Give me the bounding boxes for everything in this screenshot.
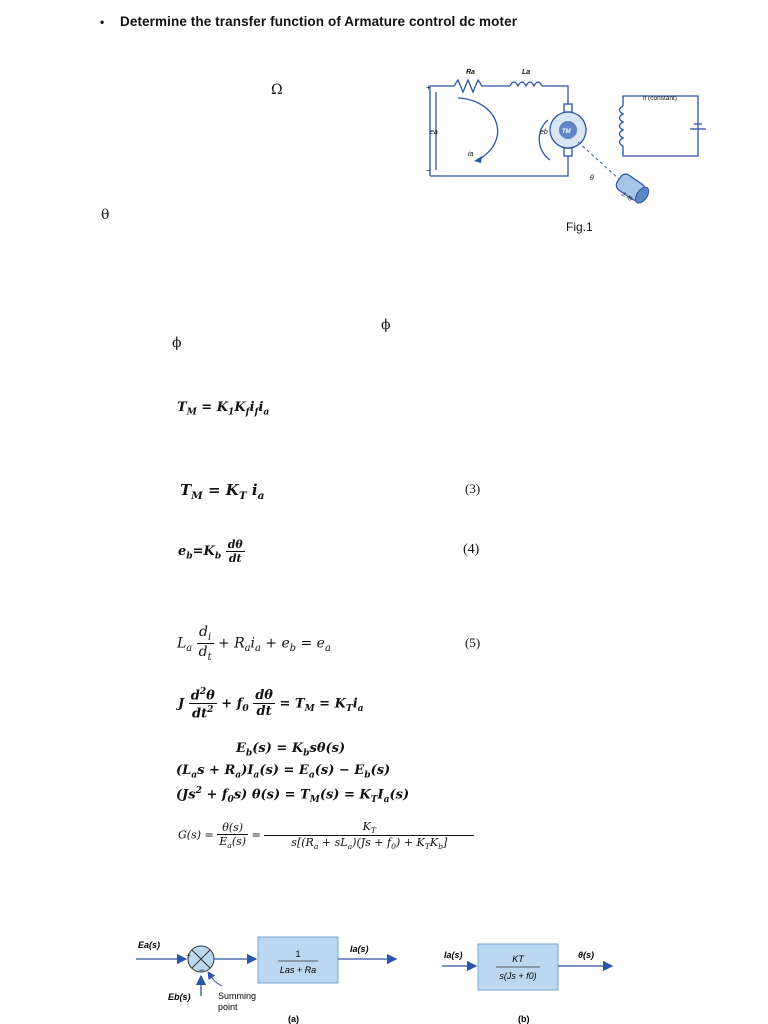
- label-ia: ia: [468, 151, 474, 158]
- laplace-eq-1: $E_b(s) = K_bs\theta(s)$: [236, 741, 346, 759]
- equation-number-4: (4): [463, 542, 480, 557]
- caption-b: (b): [518, 1014, 530, 1024]
- omega-symbol: Ω: [271, 82, 283, 98]
- label-ea: ea: [430, 129, 438, 136]
- block-b-denominator: s(Js + f0): [499, 971, 537, 981]
- motor-circuit-figure: [418, 60, 718, 210]
- block-armature: [258, 937, 338, 983]
- inductor-la: [510, 82, 542, 86]
- laplace-eq-3: $(Js^2 + f_0s) \theta(s) = T_M(s) = K_TI_a(s)$: [176, 785, 410, 805]
- label-la: La: [522, 69, 531, 76]
- phi-symbol-2: ϕ: [172, 335, 182, 351]
- caption-a: (a): [288, 1014, 299, 1024]
- theta-symbol: θ: [101, 207, 110, 223]
- label-ea-s: Ea(s): [138, 940, 161, 950]
- equation-number-3: (3): [465, 481, 481, 496]
- label-ra: Ra: [466, 69, 475, 76]
- title-row: [100, 14, 517, 29]
- equation-back-emf: $e_b=K_b$ $\frac{d\theta}{dt}$: [178, 538, 243, 565]
- block-a-denominator: Las + Ra: [279, 965, 317, 975]
- field-coil: [620, 106, 624, 146]
- load-inertia: [614, 172, 651, 206]
- equation-kvl: $L_a$ $\frac{d_i}{d_t}$ + $R_ai_a + e_b = e_a$: [177, 624, 331, 663]
- equation-torque-flux: $T_M = K_1K_fi_fi_a$: [177, 400, 270, 418]
- label-ia-s-in: Ia(s): [444, 950, 463, 960]
- label-if-constant: if (constant): [643, 95, 677, 102]
- transfer-function: G(s) = $\frac{\theta(s)}{E_a(s)}$ = $\frac{K_T}{s[(R_a + sL_a)(Js + f_0) + K_TK_b]}$: [178, 820, 474, 851]
- phi-symbol-1: ϕ: [381, 317, 391, 333]
- equation-mechanical: J $\frac{d^2\theta}{dt^2}$ + $f_0$ $\frac{d\theta}{dt}$ = $T_M = K_Ti_a$: [178, 686, 364, 722]
- label-ia-s-out: Ia(s): [350, 944, 369, 954]
- label-theta-s: θ(s): [578, 950, 595, 960]
- label-minus: −: [426, 166, 431, 175]
- equation-torque: $T_M = K_T$ $i_a$: [180, 481, 265, 502]
- bullet: •: [100, 15, 105, 29]
- label-sum-minus: −: [199, 965, 205, 975]
- figure-caption: Fig.1: [566, 220, 593, 234]
- block-b-numerator: KT: [512, 954, 524, 964]
- equation-number-5: (5): [465, 635, 481, 650]
- page-title: Determine the transfer function of Armature control dc moter: [120, 14, 518, 29]
- label-plus: +: [426, 83, 431, 92]
- label-point: point: [218, 1002, 238, 1012]
- label-sum-plus: +: [186, 951, 191, 960]
- block-diagram-b: [440, 928, 630, 1024]
- label-theta: θ: [590, 175, 594, 182]
- label-jf: J, f0: [620, 191, 633, 203]
- label-eb-s: Eb(s): [168, 992, 191, 1002]
- resistor-ra: [454, 80, 510, 92]
- label-eb: eb: [540, 129, 548, 136]
- label-summing: Summing: [218, 991, 257, 1001]
- label-tm: TM: [562, 129, 571, 135]
- block-a-numerator: 1: [295, 949, 301, 959]
- laplace-eq-2: $(L_as + R_a)I_a(s) = E_a(s) - E_b(s)$: [176, 763, 391, 781]
- block-diagram-a: [134, 928, 404, 1024]
